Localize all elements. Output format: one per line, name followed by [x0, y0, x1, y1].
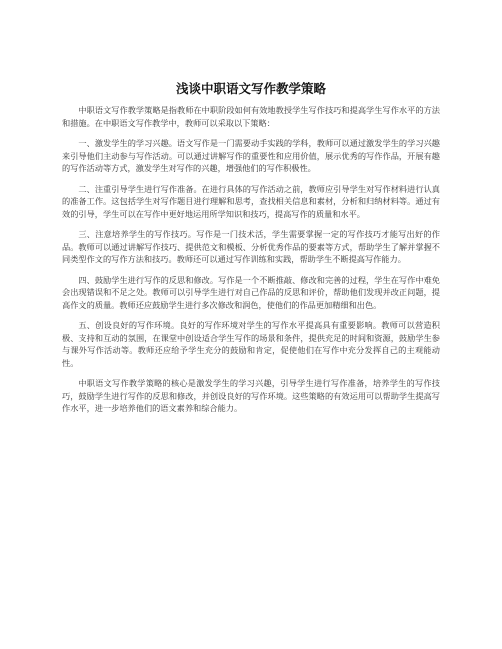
paragraph-preparation: 二、注重引导学生进行写作准备。在进行具体的写作活动之前，教师应引导学生对写作材料进行认真的准备工作。这包括学生对写作题目进行理解和思考，查找相关信息和素材，分析和归纳材料等。通过有效的引导，学生可以在写作中更好地运用所学知识和技巧，提高写作的质量和水平。 [62, 183, 440, 219]
paragraph-revision: 四、鼓励学生进行写作的反思和修改。写作是一个不断推敲、修改和完善的过程，学生在写作中难免会出现错误和不足之处。教师可以引导学生进行对自己作品的反思和评价，帮助他们发现并改正问题，提高作文的质量。教师还应鼓励学生进行多次修改和润色，使他们的作品更加精细和出色。 [62, 274, 440, 310]
document-body [62, 104, 440, 423]
paragraph-intro: 中职语文写作教学策略是指教师在中职阶段如何有效地教授学生写作技巧和提高学生写作水平的方法和措施。在中职语文写作教学中，教师可以采取以下策略： [62, 105, 440, 128]
paragraph-interest: 一、激发学生的学习兴趣。语文写作是一门需要动手实践的学科，教师可以通过激发学生的学习兴趣来引导他们主动参与写作活动。可以通过讲解写作的重要性和应用价值，展示优秀的写作作品，开展有趣的写作活动等方式，激发学生对写作的兴趣，增强他们的写作积极性。 [62, 138, 440, 173]
paragraph-conclusion: 中职语文写作教学策略的核心是激发学生的学习兴趣，引导学生进行写作准备，培养学生的写作技巧，鼓励学生进行写作的反思和修改，并创设良好的写作环境。这些策略的有效运用可以帮助学生提高写作水平，进一步培养他们的语文素养和综合能力。 [62, 378, 440, 413]
paragraph-skills: 三、注意培养学生的写作技巧。写作是一门技术活，学生需要掌握一定的写作技巧才能写出好的作品。教师可以通过讲解写作技巧、提供范文和模板、分析优秀作品的要素等方式，帮助学生了解并掌握不同类型作文的写作方法和技巧。教师还可以通过写作训练和实践，帮助学生不断提高写作能力。 [62, 229, 440, 264]
document-title: 浅谈中职语文写作教学策略 [175, 81, 326, 96]
paragraph-environment: 五、创设良好的写作环境。良好的写作环境对学生的写作水平提高具有重要影响。教师可以营造积极、支持和互动的氛围，在课堂中创设适合学生写作的场景和条件，提供充足的时间和资源，鼓励学生参与课外写作活动等。教师还应给予学生充分的鼓励和肯定，促使他们在写作中充分发挥自己的主观能动性。 [62, 320, 440, 368]
